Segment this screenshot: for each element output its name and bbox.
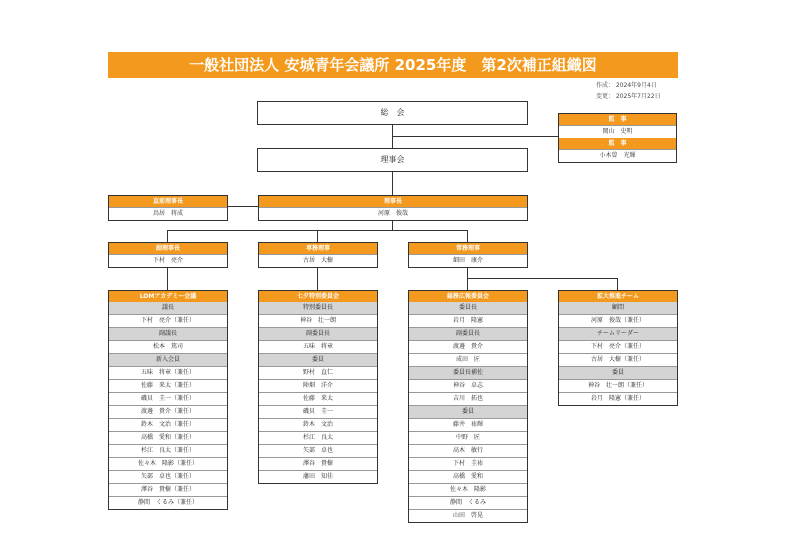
committee-expansion-team xyxy=(558,290,678,406)
connector-line xyxy=(392,172,393,196)
role-label: 委員長補佐 xyxy=(409,366,527,379)
member-name: 神谷 壮一朗 xyxy=(259,314,377,327)
member-name: 矢部 卓也 xyxy=(259,444,377,457)
role-label: 新入会員 xyxy=(109,353,227,366)
role-label: 副議長 xyxy=(109,327,227,340)
executive-director-box xyxy=(408,242,528,268)
member-name: 中野 匠 xyxy=(409,431,527,444)
member-name: 山田 啓晃 xyxy=(409,509,527,522)
auditor-box xyxy=(558,113,677,163)
committee-title: LOMアカデミー会議 xyxy=(109,291,227,302)
vice-president-box xyxy=(108,242,228,268)
role-label: 特別委員長 xyxy=(259,302,377,314)
member-name: 河原 俊哉（兼任） xyxy=(559,314,677,327)
president-title: 理事長 xyxy=(259,196,527,207)
connector-line xyxy=(317,230,318,242)
member-name: 高木 敏行 xyxy=(409,444,527,457)
member-name: 岩月 隆憲（兼任） xyxy=(559,392,677,405)
role-label: 委員 xyxy=(409,405,527,418)
connector-line xyxy=(467,230,468,242)
connector-line xyxy=(228,206,258,207)
member-name: 澤谷 貴樹 xyxy=(259,457,377,470)
auditor-name: 岡山 史明 xyxy=(559,125,676,138)
former-president-name: 鳥居 将成 xyxy=(109,207,227,220)
member-name: 佐々木 隆影（兼任） xyxy=(109,457,227,470)
committee-title: 拡大推進チーム xyxy=(559,291,677,302)
member-name: 五味 将章（兼任） xyxy=(109,366,227,379)
updated-date: 変更： 2025年7月22日 xyxy=(596,93,661,100)
member-name: 鈴木 文治（兼任） xyxy=(109,418,227,431)
role-label: 副委員長 xyxy=(409,327,527,340)
role-label: 副委員長 xyxy=(259,327,377,340)
member-name: 渡邊 貴介（兼任） xyxy=(109,405,227,418)
committee-title: 総務広報委員会 xyxy=(409,291,527,302)
member-name: 高橋 愛和（兼任） xyxy=(109,431,227,444)
member-name: 下村 亮介（兼任） xyxy=(109,314,227,327)
page-title: 一般社団法人 安城青年会議所 2025年度 第2次補正組織図 xyxy=(108,52,678,78)
vice-president-title: 副理事長 xyxy=(109,243,227,254)
president-name: 河原 俊哉 xyxy=(259,207,527,220)
member-name: 矢部 卓也（兼任） xyxy=(109,470,227,483)
auditor-title: 監 事 xyxy=(559,114,676,125)
committee-tanabata xyxy=(258,290,378,484)
member-name: 高橋 愛和 xyxy=(409,470,527,483)
executive-director-title: 常務理事 xyxy=(409,243,527,254)
member-name: 澤谷 貴樹（兼任） xyxy=(109,483,227,496)
member-name: 神谷 壮一朗（兼任） xyxy=(559,379,677,392)
member-name: 下村 亮介（兼任） xyxy=(559,340,677,353)
member-name: 佐々木 隆影 xyxy=(409,483,527,496)
connector-line xyxy=(167,230,168,242)
member-name: 下村 圭祐 xyxy=(409,457,527,470)
auditor-title: 監 事 xyxy=(559,138,676,149)
member-name: 佐藤 来太（兼任） xyxy=(109,379,227,392)
role-label: 委員長 xyxy=(409,302,527,314)
member-name: 杉江 良太 xyxy=(259,431,377,444)
role-label: 顧問 xyxy=(559,302,677,314)
role-label: チームリーダー xyxy=(559,327,677,340)
member-name: 成田 匠 xyxy=(409,353,527,366)
connector-line xyxy=(167,265,168,290)
president-box xyxy=(258,195,528,221)
vice-president-name: 下村 亮介 xyxy=(109,254,227,267)
connector-line xyxy=(392,136,558,137)
created-date: 作成： 2024年9月4日 xyxy=(596,82,657,89)
member-name: 古居 大樹（兼任） xyxy=(559,353,677,366)
member-name: 松本 篤司 xyxy=(109,340,227,353)
member-name: 吉川 拓也 xyxy=(409,392,527,405)
member-name: 磯貝 圭一 xyxy=(259,405,377,418)
role-label: 議長 xyxy=(109,302,227,314)
member-name: 陣畑 洋介 xyxy=(259,379,377,392)
connector-line xyxy=(467,278,618,279)
general-meeting-box: 総 会 xyxy=(257,101,528,125)
board-box: 理事会 xyxy=(257,148,528,172)
role-label: 委員 xyxy=(559,366,677,379)
managing-director-box xyxy=(258,242,378,268)
member-name: 神谷 卓志 xyxy=(409,379,527,392)
member-name: 藤井 祐輝 xyxy=(409,418,527,431)
former-president-title: 直前理事長 xyxy=(109,196,227,207)
former-president-box xyxy=(108,195,228,221)
role-label: 委員 xyxy=(259,353,377,366)
connector-line xyxy=(317,265,318,290)
member-name: 杉江 良太（兼任） xyxy=(109,444,227,457)
member-name: 野村 直仁 xyxy=(259,366,377,379)
connector-line xyxy=(617,278,618,290)
member-name: 佐藤 来太 xyxy=(259,392,377,405)
auditor-name: 小木曽 光輝 xyxy=(559,149,676,162)
member-name: 静間 くるみ（兼任） xyxy=(109,496,227,509)
member-name: 静間 くるみ xyxy=(409,496,527,509)
committee-general-pr xyxy=(408,290,528,523)
member-name: 岩月 隆憲 xyxy=(409,314,527,327)
member-name: 鈴木 文治 xyxy=(259,418,377,431)
committee-title: 七夕特別委員会 xyxy=(259,291,377,302)
committee-lom-academy xyxy=(108,290,228,510)
member-name: 渡邊 貴介 xyxy=(409,340,527,353)
managing-director-title: 専務理事 xyxy=(259,243,377,254)
member-name: 藩田 知佳 xyxy=(259,470,377,483)
member-name: 磯貝 圭一（兼任） xyxy=(109,392,227,405)
managing-director-name: 古居 大樹 xyxy=(259,254,377,267)
member-name: 五味 将章 xyxy=(259,340,377,353)
executive-director-name: 細田 康介 xyxy=(409,254,527,267)
